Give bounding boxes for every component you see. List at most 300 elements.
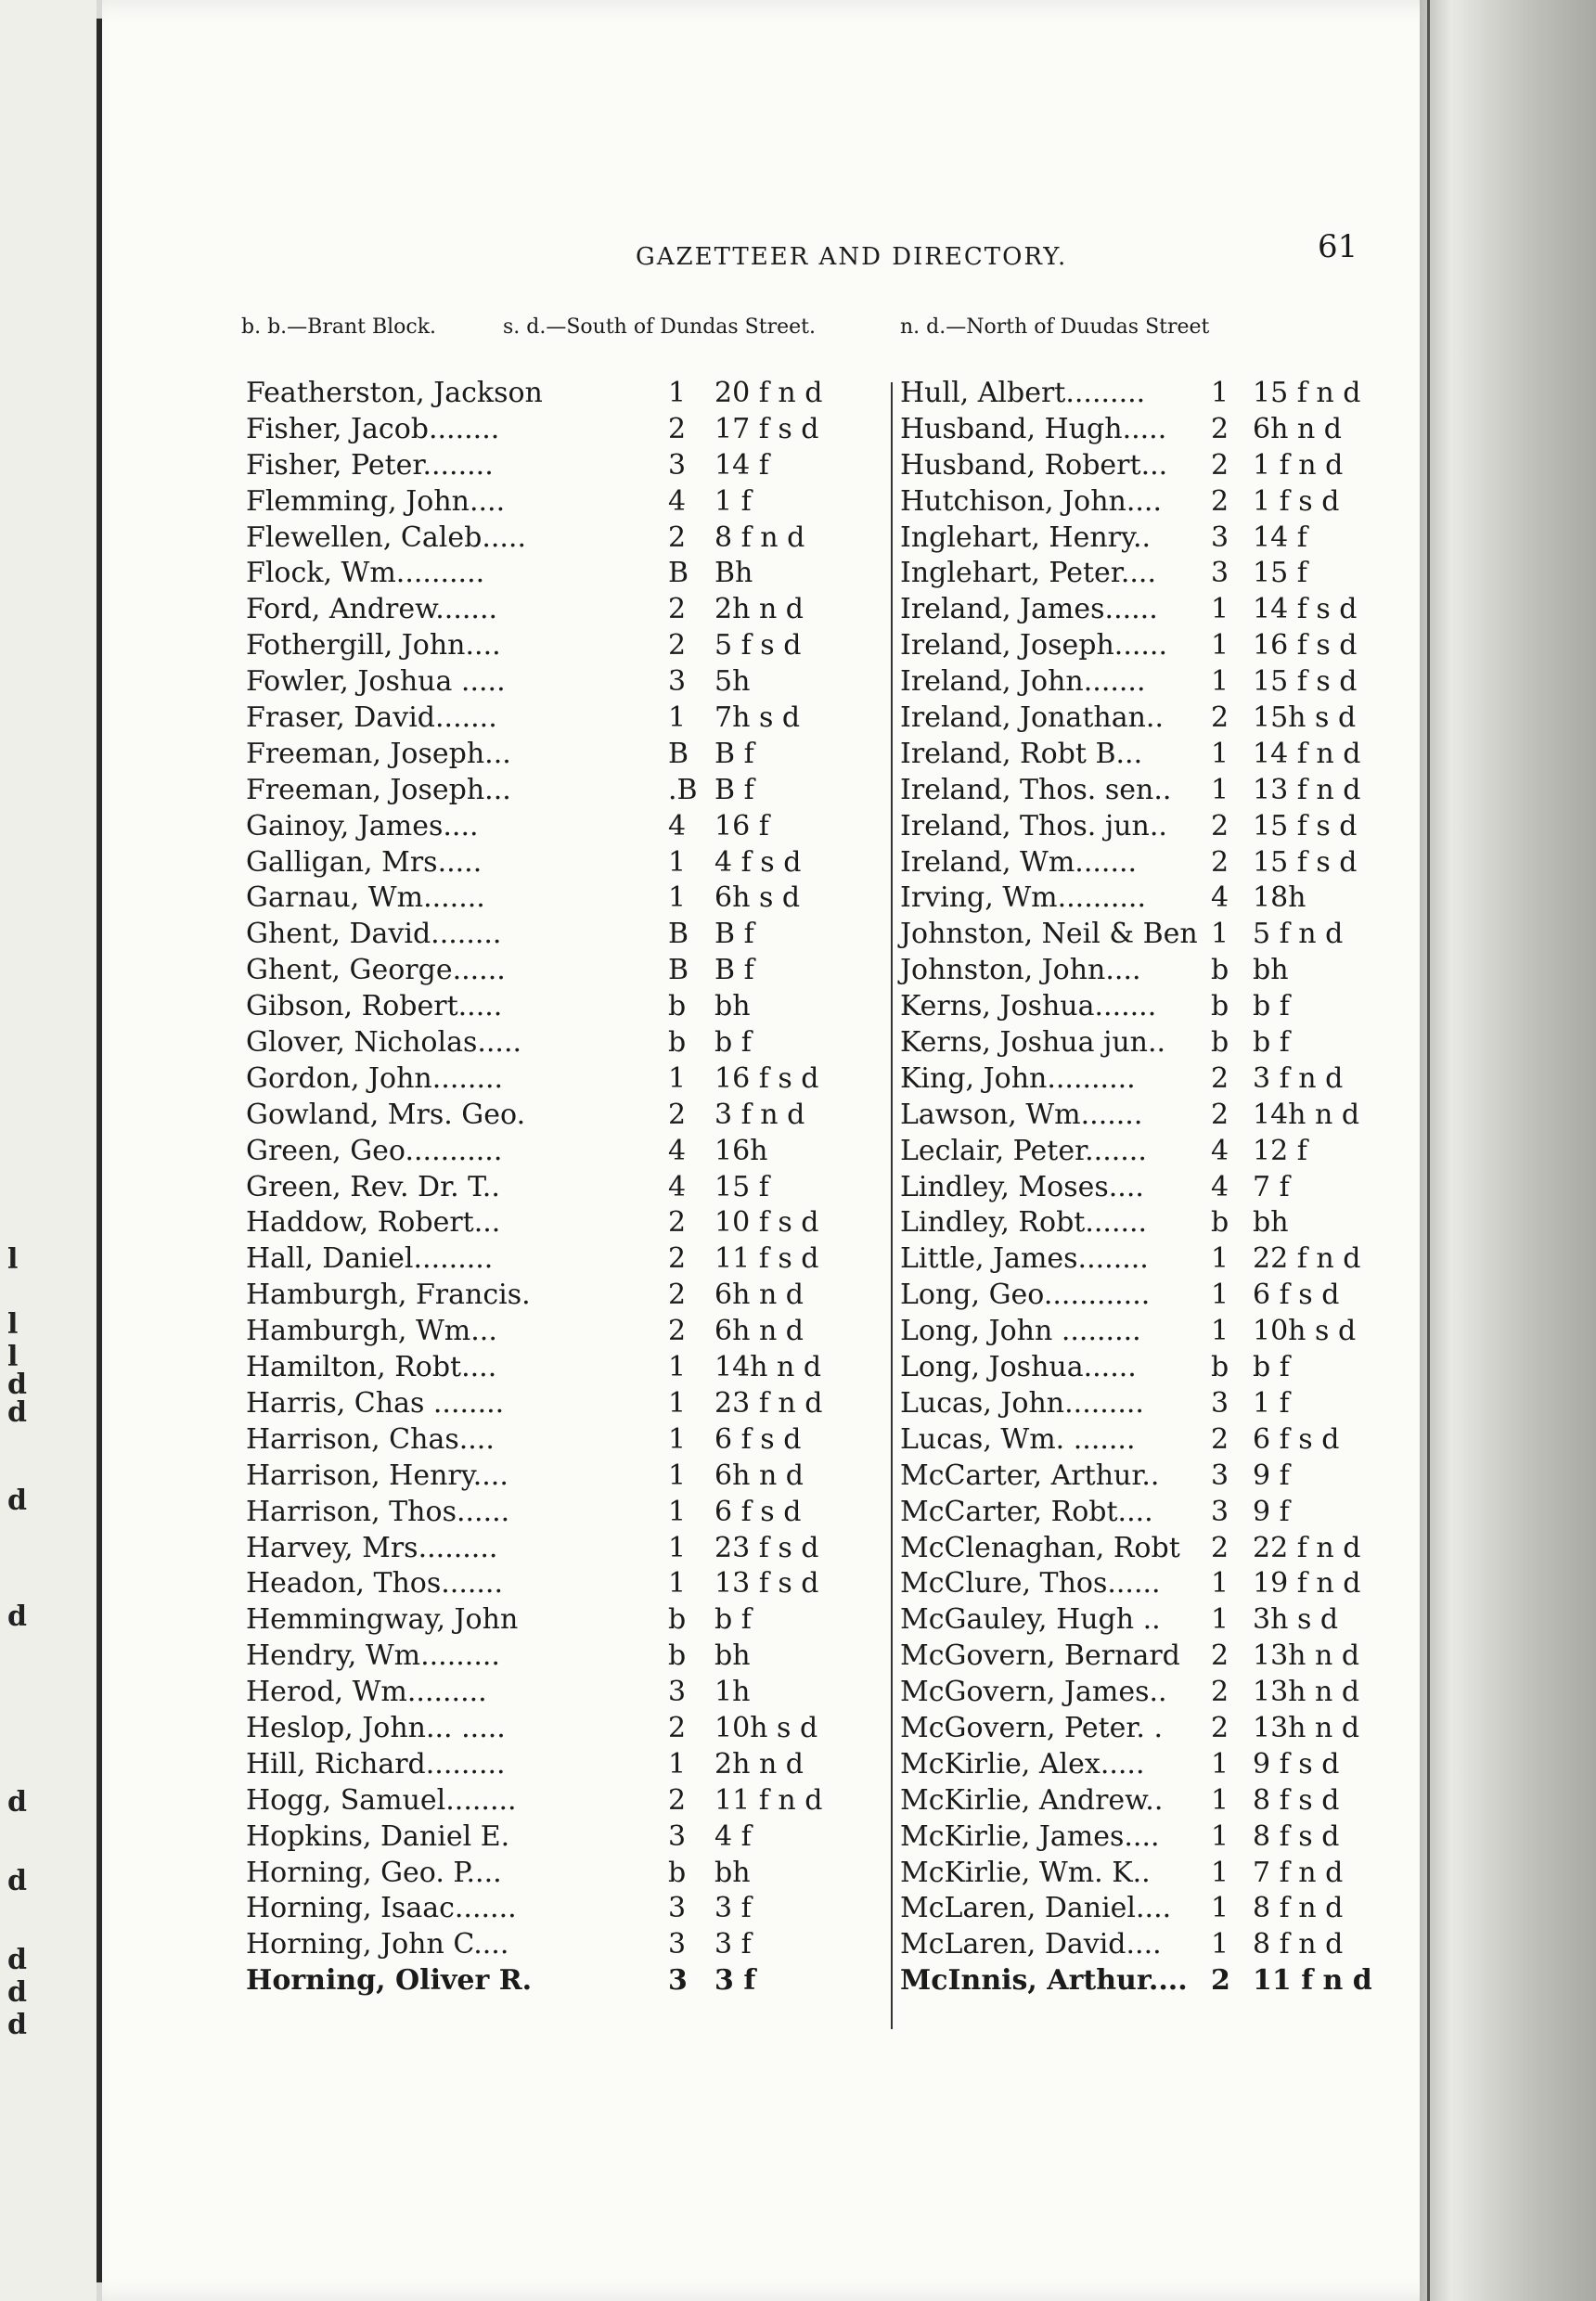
entry-lot: 8 f n d <box>1253 1928 1344 1961</box>
entry-ward: 2 <box>1211 1964 1230 1998</box>
entry-ward: b <box>668 990 687 1023</box>
previous-page-fragment: d <box>7 1369 27 1401</box>
entry-name: McCarter, Robt.... <box>900 1495 1153 1528</box>
entry-lot: 20 f n d <box>714 377 823 409</box>
directory-entry <box>246 448 886 484</box>
entry-name: Ghent, George...... <box>246 954 506 987</box>
entry-ward: 2 <box>1211 1531 1229 1564</box>
previous-page-edge <box>0 0 97 2301</box>
entry-ward: 3 <box>1211 1459 1229 1492</box>
entry-lot: 4 f s d <box>714 845 802 879</box>
entry-ward: 2 <box>1211 1422 1229 1456</box>
entry-lot: 7 f n d <box>1253 1856 1344 1889</box>
entry-lot: 15 f s d <box>1253 665 1358 699</box>
entry-lot: 13h n d <box>1253 1676 1360 1709</box>
entry-name: Ghent, David........ <box>246 918 502 951</box>
entry-ward: 1 <box>1211 737 1229 770</box>
entry-ward: 4 <box>668 1134 687 1167</box>
entry-lot: B f <box>714 954 754 987</box>
entry-ward: 4 <box>1211 1134 1229 1167</box>
entry-ward: 2 <box>668 1098 687 1131</box>
directory-entry <box>900 1098 1420 1134</box>
directory-entry <box>900 592 1420 628</box>
entry-name: Husband, Hugh..... <box>900 412 1167 445</box>
entry-ward: b <box>668 1856 687 1889</box>
entry-name: Hendry, Wm......... <box>246 1639 500 1673</box>
entry-lot: 4 f <box>714 1819 752 1853</box>
book-page-edges <box>1420 0 1596 2301</box>
entry-ward: b <box>1211 1206 1229 1240</box>
directory-entry <box>900 881 1420 917</box>
entry-ward: 1 <box>1211 1279 1229 1312</box>
entry-lot: B f <box>714 773 754 806</box>
entry-lot: 13h n d <box>1253 1711 1360 1744</box>
entry-ward: 2 <box>1211 1676 1229 1709</box>
directory-entry <box>246 1856 886 1892</box>
entry-ward: 1 <box>1211 1603 1229 1637</box>
entry-ward: 1 <box>668 377 687 409</box>
entry-name: Long, Geo............ <box>900 1279 1151 1312</box>
entry-lot: 3 f <box>714 1892 752 1925</box>
entry-lot: 9 f <box>1253 1459 1290 1492</box>
entry-name: Ireland, John....... <box>900 665 1146 699</box>
entry-lot: 15 f <box>1253 557 1307 590</box>
entry-name: Headon, Thos....... <box>246 1567 504 1600</box>
directory-entry <box>900 1170 1420 1206</box>
entry-lot: 14 f <box>714 448 769 482</box>
entry-name: Hamilton, Robt.... <box>246 1351 497 1384</box>
entry-ward: 1 <box>1211 1892 1229 1925</box>
entry-lot: 1 f s d <box>1253 484 1340 518</box>
directory-entry <box>900 1459 1420 1495</box>
entry-ward: 2 <box>668 1279 687 1312</box>
directory-entry <box>900 1350 1420 1386</box>
directory-entry <box>900 1205 1420 1241</box>
entry-name: Glover, Nicholas..... <box>246 1026 522 1060</box>
entry-lot: 14 f n d <box>1253 737 1361 770</box>
entry-name: Ireland, Jonathan.. <box>900 701 1164 735</box>
directory-entry <box>246 737 886 773</box>
directory-entry <box>246 881 886 917</box>
entry-ward: 4 <box>668 809 687 842</box>
entry-name: McKirlie, Alex..... <box>900 1747 1145 1780</box>
entry-ward: 2 <box>668 1711 687 1744</box>
directory-entry <box>900 1856 1420 1892</box>
entry-ward: 1 <box>668 1495 687 1528</box>
entry-lot: 6 f s d <box>714 1495 802 1528</box>
directory-entry <box>900 556 1420 592</box>
page-number: 61 <box>1318 228 1358 265</box>
entry-lot: 3 f <box>714 1928 752 1961</box>
entry-ward: 3 <box>668 1928 687 1961</box>
entry-name: Lucas, John......... <box>900 1386 1144 1420</box>
entry-lot: 15 f <box>714 1170 769 1203</box>
entry-lot: 3 f <box>714 1964 756 1998</box>
entry-ward: 1 <box>1211 629 1229 662</box>
entry-lot: 7 f <box>1253 1170 1290 1203</box>
directory-entry <box>900 521 1420 557</box>
directory-entry <box>246 1531 886 1567</box>
entry-ward: 1 <box>668 1422 687 1456</box>
entry-name: Green, Geo........... <box>246 1134 503 1167</box>
entry-name: McGovern, James.. <box>900 1676 1167 1709</box>
entry-name: Fothergill, John.... <box>246 629 501 662</box>
entry-ward: B <box>668 918 689 951</box>
entry-name: Long, Joshua...... <box>900 1351 1137 1384</box>
entry-name: Harvey, Mrs......... <box>246 1531 498 1564</box>
entry-name: Hutchison, John.... <box>900 484 1162 518</box>
column-divider <box>891 382 893 2029</box>
entry-lot: 5h <box>714 665 751 699</box>
previous-page-fragment: d <box>7 1976 27 2009</box>
entry-ward: 2 <box>1211 701 1229 735</box>
entry-lot: b f <box>1253 990 1290 1023</box>
entry-name: Green, Rev. Dr. T.. <box>246 1170 500 1203</box>
entry-ward: 1 <box>668 701 687 735</box>
directory-entry <box>246 1205 886 1241</box>
directory-entry <box>246 664 886 701</box>
entry-ward: b <box>668 1603 687 1637</box>
entry-lot: 1 f n d <box>1253 448 1344 482</box>
entry-ward: 1 <box>1211 1819 1229 1853</box>
entry-ward: B <box>668 737 689 770</box>
directory-entry <box>246 592 886 628</box>
page-edge-line <box>1427 0 1430 2301</box>
entry-name: McKirlie, Andrew.. <box>900 1783 1164 1817</box>
entry-lot: 1 f <box>1253 1386 1290 1420</box>
entry-name: McLaren, Daniel.... <box>900 1892 1172 1925</box>
entry-ward: 3 <box>1211 1386 1229 1420</box>
entry-lot: 6 f s d <box>714 1422 802 1456</box>
directory-entry <box>246 1963 886 1999</box>
entry-ward: 3 <box>668 1964 688 1998</box>
directory-entry <box>900 1963 1420 1999</box>
entry-ward: 2 <box>1211 1711 1229 1744</box>
left-directory-column <box>246 376 886 1999</box>
directory-entry <box>900 628 1420 664</box>
entry-ward: 3 <box>1211 557 1229 590</box>
directory-entry <box>246 953 886 989</box>
entry-lot: 6h n d <box>1253 412 1343 445</box>
entry-ward: 1 <box>668 1567 687 1600</box>
directory-entry <box>900 1386 1420 1422</box>
entry-lot: 6h n d <box>714 1279 804 1312</box>
entry-ward: 1 <box>1211 918 1229 951</box>
entry-lot: 1h <box>714 1676 751 1709</box>
entry-name: Lindley, Robt....... <box>900 1206 1148 1240</box>
entry-lot: 23 f s d <box>714 1531 819 1564</box>
directory-entry <box>246 1711 886 1747</box>
directory-entry <box>246 1675 886 1711</box>
entry-lot: b f <box>1253 1351 1290 1384</box>
entry-name: Featherston, Jackson <box>246 377 543 409</box>
entry-name: Johnston, John.... <box>900 954 1141 987</box>
directory-entry <box>900 484 1420 521</box>
entry-name: McClure, Thos...... <box>900 1567 1161 1600</box>
entry-lot: 3 f n d <box>1253 1061 1344 1095</box>
entry-ward: 1 <box>1211 1928 1229 1961</box>
directory-entry <box>246 556 886 592</box>
entry-ward: 2 <box>668 1783 687 1817</box>
entry-name: McKirlie, James.... <box>900 1819 1160 1853</box>
directory-entry <box>900 448 1420 484</box>
entry-name: Harrison, Chas.... <box>246 1422 495 1456</box>
entry-ward: 3 <box>668 665 687 699</box>
directory-entry <box>900 1639 1420 1675</box>
entry-name: Hamburgh, Francis. <box>246 1279 531 1312</box>
entry-lot: 7h s d <box>714 701 801 735</box>
directory-entry <box>246 1891 886 1927</box>
entry-lot: 11 f s d <box>714 1242 819 1276</box>
entry-ward: 1 <box>1211 773 1229 806</box>
entry-name: Fisher, Jacob........ <box>246 412 500 445</box>
entry-lot: 16 f <box>714 809 769 842</box>
directory-entry <box>900 1061 1420 1098</box>
entry-name: Kerns, Joshua....... <box>900 990 1157 1023</box>
entry-name: McLaren, David.... <box>900 1928 1162 1961</box>
entry-lot: 13h n d <box>1253 1639 1360 1673</box>
directory-entry <box>246 1422 886 1459</box>
entry-lot: 5 f n d <box>1253 918 1344 951</box>
entry-ward: 3 <box>668 1676 687 1709</box>
entry-ward: 1 <box>668 1386 687 1420</box>
entry-lot: 3h s d <box>1253 1603 1339 1637</box>
entry-ward: 4 <box>1211 1170 1229 1203</box>
directory-entry <box>246 1025 886 1061</box>
entry-lot: 22 f n d <box>1253 1531 1361 1564</box>
directory-entry <box>246 809 886 845</box>
entry-name: Inglehart, Peter.... <box>900 557 1156 590</box>
entry-ward: 2 <box>668 1315 687 1348</box>
previous-page-fragment: d <box>7 1944 27 1976</box>
entry-lot: Bh <box>714 557 753 590</box>
entry-ward: b <box>668 1639 687 1673</box>
entry-ward: b <box>1211 954 1229 987</box>
entry-name: Harrison, Henry.... <box>246 1459 508 1492</box>
entry-lot: 14h n d <box>1253 1098 1360 1131</box>
entry-name: Flemming, John.... <box>246 484 506 518</box>
directory-entry <box>246 628 886 664</box>
entry-lot: 12 f <box>1253 1134 1307 1167</box>
directory-entry <box>246 989 886 1025</box>
entry-name: Galligan, Mrs..... <box>246 845 483 879</box>
entry-ward: 2 <box>1211 484 1229 518</box>
page-title: GAZETTEER AND DIRECTORY. <box>636 243 1068 271</box>
directory-entry <box>900 773 1420 809</box>
directory-entry <box>246 1386 886 1422</box>
directory-entry <box>900 1747 1420 1783</box>
previous-page-fragment: d <box>7 1600 27 1633</box>
entry-ward: 2 <box>668 521 687 554</box>
entry-ward: 3 <box>668 448 687 482</box>
directory-page <box>102 0 1466 2301</box>
entry-ward: 4 <box>668 484 687 518</box>
entry-name: Gainoy, James.... <box>246 809 479 842</box>
entry-ward: 1 <box>1211 1242 1229 1276</box>
directory-entry <box>246 1134 886 1170</box>
directory-entry <box>900 1278 1420 1314</box>
previous-page-fragment: d <box>7 1485 27 1517</box>
previous-page-fragment: d <box>7 2009 27 2041</box>
entry-ward: 1 <box>668 881 687 915</box>
directory-entry <box>246 1747 886 1783</box>
entry-lot: 22 f n d <box>1253 1242 1361 1276</box>
entry-lot: 8 f s d <box>1253 1819 1340 1853</box>
entry-lot: 15 f s d <box>1253 809 1358 842</box>
entry-ward: 3 <box>1211 521 1229 554</box>
directory-entry <box>900 1566 1420 1602</box>
entry-lot: 15h s d <box>1253 701 1357 735</box>
entry-name: Leclair, Peter....... <box>900 1134 1147 1167</box>
directory-entry <box>246 1278 886 1314</box>
entry-lot: 9 f <box>1253 1495 1290 1528</box>
directory-entry <box>900 1819 1420 1856</box>
right-directory-column <box>900 376 1420 1999</box>
entry-lot: 10 f s d <box>714 1206 819 1240</box>
entry-lot: 10h s d <box>714 1711 818 1744</box>
entry-name: Herod, Wm......... <box>246 1676 487 1709</box>
entry-ward: 2 <box>1211 412 1229 445</box>
entry-lot: 6 f s d <box>1253 1422 1340 1456</box>
directory-entry <box>246 1314 886 1350</box>
entry-name: Fowler, Joshua ..... <box>246 665 506 699</box>
directory-entry <box>900 1891 1420 1927</box>
entry-name: Flewellen, Caleb..... <box>246 521 527 554</box>
directory-entry <box>246 1350 886 1386</box>
entry-lot: 5 f s d <box>714 629 802 662</box>
entry-ward: 2 <box>668 629 687 662</box>
entry-name: McKirlie, Wm. K.. <box>900 1856 1151 1889</box>
directory-entry <box>900 664 1420 701</box>
directory-entry <box>900 1602 1420 1639</box>
entry-ward: 2 <box>668 1242 687 1276</box>
entry-name: Ireland, Thos. sen.. <box>900 773 1172 806</box>
entry-lot: 11 f n d <box>714 1783 823 1817</box>
entry-name: Ireland, James...... <box>900 593 1158 626</box>
previous-page-fragment: d <box>7 1786 27 1819</box>
entry-name: Hamburgh, Wm... <box>246 1315 497 1348</box>
directory-entry <box>246 845 886 881</box>
directory-entry <box>246 1783 886 1819</box>
entry-ward: 3 <box>668 1819 687 1853</box>
entry-ward: 2 <box>1211 1061 1229 1095</box>
entry-lot: 16h <box>714 1134 768 1167</box>
directory-entry <box>246 376 886 412</box>
directory-entry <box>900 1314 1420 1350</box>
entry-lot: 14h n d <box>714 1351 822 1384</box>
directory-entry <box>900 1531 1420 1567</box>
entry-ward: 1 <box>1211 1315 1229 1348</box>
entry-lot: 6h n d <box>714 1459 804 1492</box>
directory-entry <box>900 1711 1420 1747</box>
directory-entry <box>900 845 1420 881</box>
entry-name: Freeman, Joseph... <box>246 773 511 806</box>
entry-ward: 1 <box>668 1459 687 1492</box>
entry-lot: bh <box>1253 954 1289 987</box>
entry-name: Flock, Wm.......... <box>246 557 485 590</box>
directory-entry <box>900 953 1420 989</box>
entry-ward: b <box>1211 990 1229 1023</box>
entry-lot: 17 f s d <box>714 412 819 445</box>
entry-name: Hogg, Samuel........ <box>246 1783 517 1817</box>
directory-entry <box>246 1098 886 1134</box>
entry-ward: 2 <box>668 593 687 626</box>
entry-ward: 1 <box>1211 593 1229 626</box>
entry-name: McCarter, Arthur.. <box>900 1459 1160 1492</box>
entry-lot: 6h s d <box>714 881 801 915</box>
entry-lot: 6 f s d <box>1253 1279 1340 1312</box>
directory-entry <box>246 1566 886 1602</box>
directory-entry <box>900 1025 1420 1061</box>
entry-name: McGovern, Peter. . <box>900 1711 1164 1744</box>
directory-entry <box>900 809 1420 845</box>
entry-ward: b <box>668 1026 687 1060</box>
directory-entry <box>246 484 886 521</box>
entry-name: Harris, Chas ........ <box>246 1386 505 1420</box>
entry-name: Johnston, Neil & Ben <box>900 918 1198 951</box>
entry-lot: 8 f n d <box>1253 1892 1344 1925</box>
previous-page-fragment: l <box>7 1308 19 1341</box>
directory-entry <box>246 1819 886 1856</box>
entry-name: Irving, Wm.......... <box>900 881 1146 915</box>
entry-lot: 14 f s d <box>1253 593 1358 626</box>
entry-lot: 6h n d <box>714 1315 804 1348</box>
entry-ward: 3 <box>668 1892 687 1925</box>
entry-lot: B f <box>714 918 754 951</box>
legend-south-dundas: s. d.—South of Dundas Street. <box>503 315 816 339</box>
directory-entry <box>900 1927 1420 1963</box>
entry-name: Ireland, Thos. jun.. <box>900 809 1167 842</box>
entry-ward: 1 <box>1211 1856 1229 1889</box>
directory-entry <box>246 1459 886 1495</box>
entry-ward: 1 <box>1211 665 1229 699</box>
entry-lot: 18h <box>1253 881 1306 915</box>
entry-lot: 19 f n d <box>1253 1567 1361 1600</box>
entry-name: Horning, Geo. P.... <box>246 1856 502 1889</box>
directory-entry <box>246 773 886 809</box>
entry-name: Hopkins, Daniel E. <box>246 1819 510 1853</box>
entry-name: Ireland, Wm....... <box>900 845 1138 879</box>
entry-ward: 1 <box>1211 1747 1229 1780</box>
entry-lot: 3 f n d <box>714 1098 805 1131</box>
entry-name: Lucas, Wm. ....... <box>900 1422 1136 1456</box>
directory-entry <box>246 1061 886 1098</box>
directory-entry <box>246 1927 886 1963</box>
directory-entry <box>900 1134 1420 1170</box>
entry-lot: 8 f n d <box>714 521 805 554</box>
entry-ward: 2 <box>1211 809 1229 842</box>
entry-lot: 23 f n d <box>714 1386 823 1420</box>
entry-lot: 13 f n d <box>1253 773 1361 806</box>
entry-lot: 1 f <box>714 484 752 518</box>
entry-lot: bh <box>1253 1206 1289 1240</box>
entry-name: Lindley, Moses.... <box>900 1170 1144 1203</box>
entry-ward: 4 <box>668 1170 687 1203</box>
entry-lot: B f <box>714 737 754 770</box>
entry-lot: bh <box>714 990 751 1023</box>
entry-name: Lawson, Wm....... <box>900 1098 1143 1131</box>
directory-entry <box>246 521 886 557</box>
previous-page-fragment: l <box>7 1341 19 1373</box>
entry-name: Horning, Oliver R. <box>246 1964 533 1998</box>
entry-name: Hemmingway, John <box>246 1603 519 1637</box>
entry-ward: .B <box>668 773 698 806</box>
entry-name: Hall, Daniel......... <box>246 1242 494 1276</box>
entry-lot: bh <box>714 1856 751 1889</box>
entry-name: Harrison, Thos...... <box>246 1495 510 1528</box>
entry-name: Horning, Isaac....... <box>246 1892 517 1925</box>
entry-name: Freeman, Joseph... <box>246 737 511 770</box>
